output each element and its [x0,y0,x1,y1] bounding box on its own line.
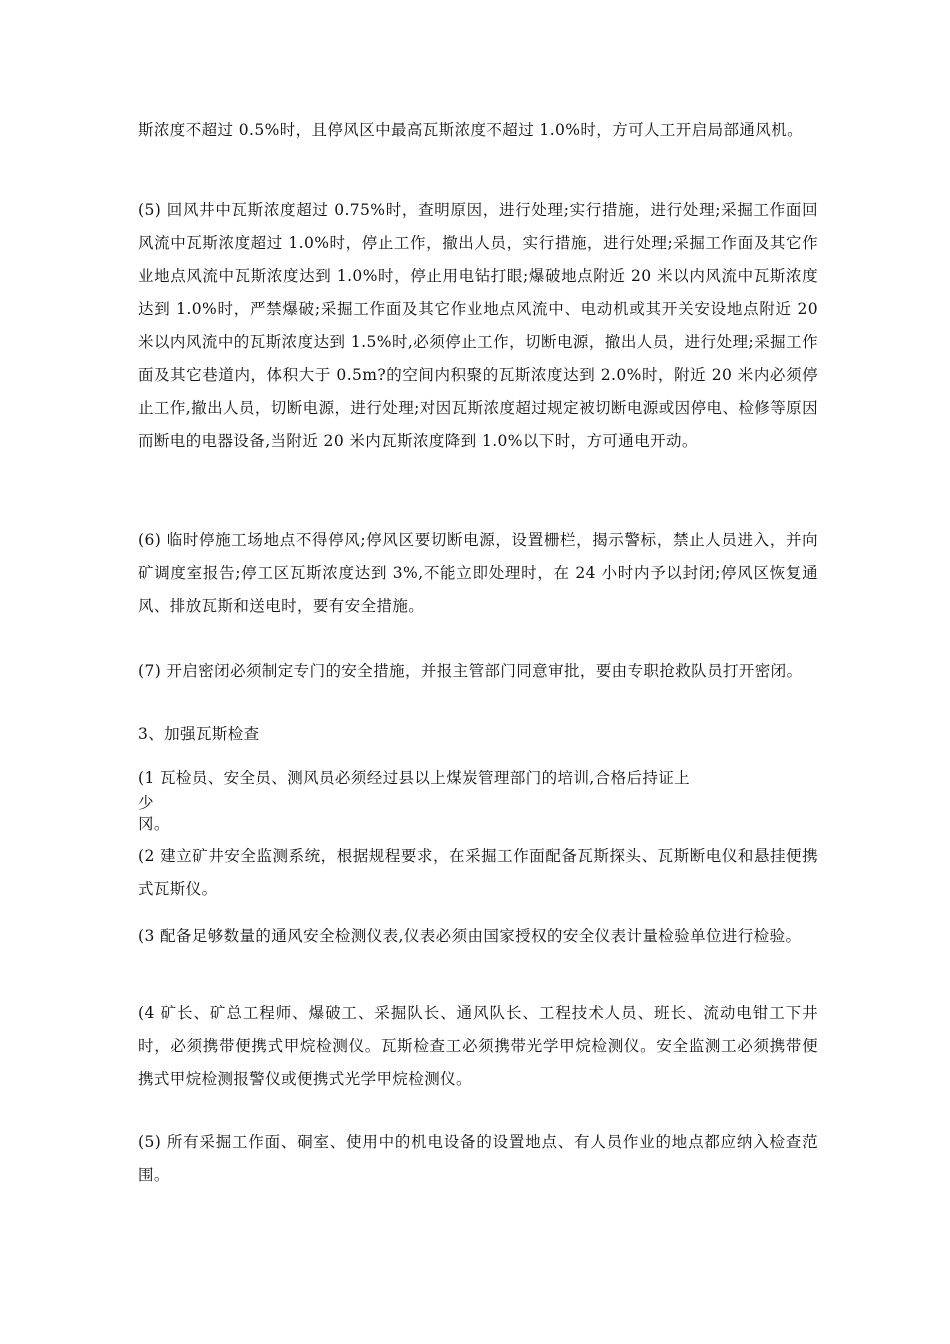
paragraph-item-7-open-seal: (7) 开启密闭必须制定专门的安全措施，并报主管部门同意审批，要由专职抢救队员打开密闭。 [138,662,803,680]
paragraph-item-1-inspectors: (1 瓦检员、安全员、测风员必须经过县以上煤炭管理部门的培训,合格后持证上 [138,769,691,787]
paragraph-item-2-monitoring: (2 建立矿井安全监测系统，根据规程要求，在采掘工作面配备瓦斯探头、瓦斯断电仪和悬挂便携式瓦斯仪。 [138,847,818,898]
paragraph-ventilation-restart: 斯浓度不超过 0.5%时，且停风区中最高瓦斯浓度不超过 1.0%时，方可人工开启局部通风机。 [138,121,804,139]
paragraph-item-4-carry-detectors: (4 矿长、矿总工程师、爆破工、采掘队长、通风队长、工程技术人员、班长、流动电钳工下井时，必须携带便携式甲烷检测仪。瓦斯检查工必须携带光学甲烷检测仪。安全监测工必须携带便携式甲烷检测报警仪或便携式光学甲烷检测仪。 [138,1004,818,1088]
paragraph-item-6-stopped-sites: (6) 临时停施工场地点不得停风;停风区要切断电源，设置栅栏，揭示警标，禁止人员进入，并向矿调度室报告;停工区瓦斯浓度达到 3%,不能立即处理时，在 24 小时内予以封闭;停风区恢复通风、排放瓦斯和送电时，要有安全措施。 [138,531,818,615]
paragraph-item-1-end: 冈。 [138,815,170,833]
section-heading-gas-inspection: 3、加强瓦斯检查 [138,725,260,743]
paragraph-item-3-instruments: (3 配备足够数量的通风安全检测仪表,仪表必须由国家授权的安全仪表计量检验单位进行检验。 [138,927,802,945]
paragraph-item-5-gas-limits: (5) 回风井中瓦斯浓度超过 0.75%时，查明原因，进行处理;实行措施，进行处理;采掘工作面回风流中瓦斯浓度超过 1.0%时，停止工作，撤出人员，实行措施，进行处理;采掘工作面及其它作业地点风流中瓦斯浓度达到 1.0%时，停止用电钻打眼;爆破地点附近 20 米以内风流中瓦斯浓度达到 1.0%时，严禁爆破;采掘工作面及其它作业地点风流中、电动机或其开关安设地点附近 20 米以内风流中的瓦斯浓度达到 1.5%时,必须停止工作，切断电源，撤出人员，进行处理;采掘工作面及其它巷道内，体积大于 0.5m?的空间内积聚的瓦斯浓度达到 2.0%时，附近 20 米内必须停止工作,撤出人员，切断电源，进行处理;对因瓦斯浓度超过规定被切断电源或因停电、检修等原因而断电的电器设备,当附近 20 米内瓦斯浓度降到 1.0%以下时，方可通电开动。 [138,201,818,450]
paragraph-item-1-fragment: 少 [138,794,154,812]
paragraph-item-5-inspection-scope: (5) 所有采掘工作面、硐室、使用中的机电设备的设置地点、有人员作业的地点都应纳入检查范围。 [138,1133,818,1184]
